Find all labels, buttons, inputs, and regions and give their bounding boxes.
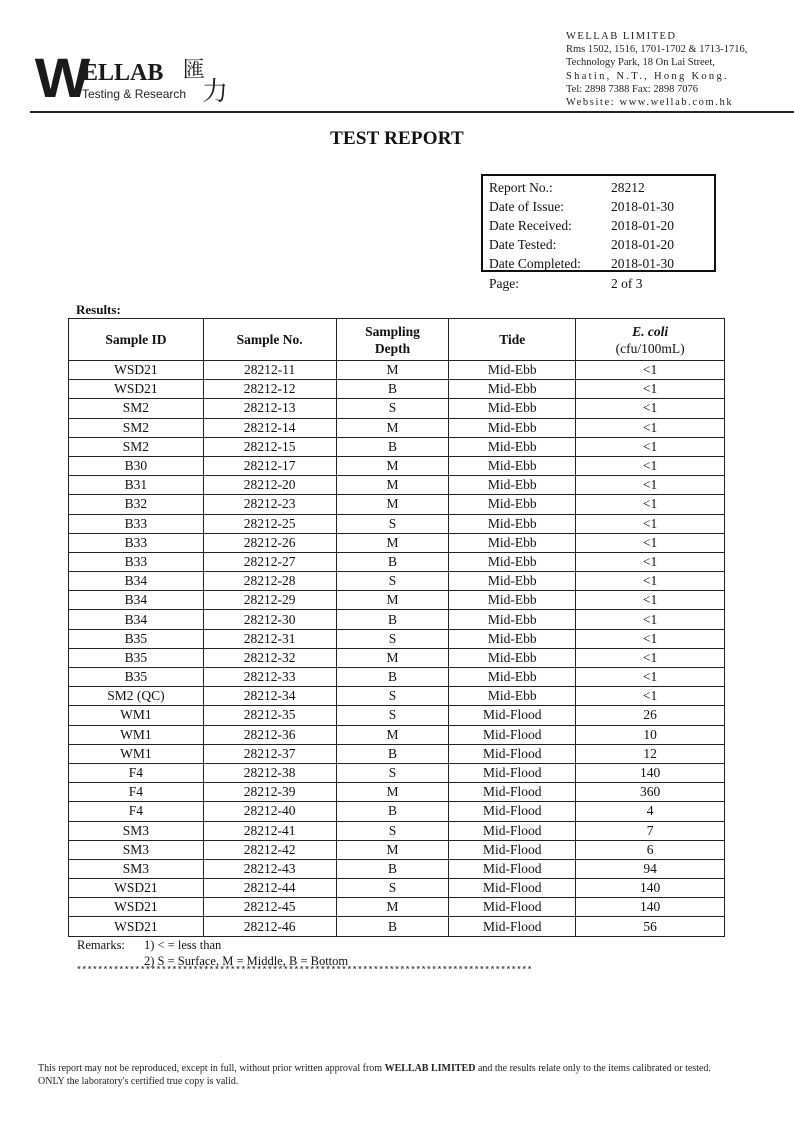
- cell-sample-id: WSD21: [69, 361, 204, 380]
- col-header-tide: Tide: [449, 319, 576, 361]
- cell-sample-no: 28212-29: [203, 591, 336, 610]
- cell-depth: M: [336, 533, 449, 552]
- cell-tide: Mid-Ebb: [449, 572, 576, 591]
- cell-depth: B: [336, 552, 449, 571]
- footer-text: and the results relate only to the items calibrated or tested.: [475, 1063, 711, 1074]
- cell-sample-no: 28212-12: [203, 380, 336, 399]
- cell-tide: Mid-Ebb: [449, 399, 576, 418]
- page-title: TEST REPORT: [330, 128, 464, 149]
- cell-depth: S: [336, 572, 449, 591]
- cell-sample-id: B34: [69, 572, 204, 591]
- info-row-report-no: [489, 178, 714, 197]
- cell-sample-id: SM3: [69, 821, 204, 840]
- table-row: [69, 763, 725, 782]
- cell-sample-no: 28212-42: [203, 840, 336, 859]
- cell-ecoli: 140: [576, 763, 725, 782]
- table-row: [69, 418, 725, 437]
- cell-sample-id: WM1: [69, 706, 204, 725]
- cell-ecoli: 6: [576, 840, 725, 859]
- cell-sample-id: SM2: [69, 437, 204, 456]
- cell-sample-no: 28212-45: [203, 898, 336, 917]
- cell-sample-no: 28212-13: [203, 399, 336, 418]
- table-row: [69, 380, 725, 399]
- cell-sample-no: 28212-46: [203, 917, 336, 936]
- footer-company: WELLAB LIMITED: [384, 1063, 476, 1074]
- results-heading: Results:: [76, 302, 121, 317]
- cell-tide: Mid-Flood: [449, 763, 576, 782]
- cell-tide: Mid-Flood: [449, 802, 576, 821]
- cell-sample-no: 28212-15: [203, 437, 336, 456]
- wellab-logo: [34, 46, 229, 109]
- table-row: [69, 668, 725, 687]
- cell-sample-id: SM2: [69, 418, 204, 437]
- cell-depth: S: [336, 399, 449, 418]
- page-label: Page:: [489, 276, 519, 291]
- table-row: [69, 399, 725, 418]
- cell-ecoli: <1: [576, 456, 725, 475]
- col-header-sampling-depth: [336, 319, 449, 361]
- table-row: [69, 840, 725, 859]
- table-row: [69, 437, 725, 456]
- cell-sample-no: 28212-44: [203, 879, 336, 898]
- cell-depth: M: [336, 783, 449, 802]
- cell-ecoli: 10: [576, 725, 725, 744]
- cell-depth: M: [336, 591, 449, 610]
- cell-sample-id: B34: [69, 591, 204, 610]
- cell-ecoli: <1: [576, 514, 725, 533]
- info-label: Date of Issue:: [489, 199, 564, 214]
- cell-sample-id: B35: [69, 668, 204, 687]
- cell-depth: B: [336, 437, 449, 456]
- cell-sample-id: WM1: [69, 725, 204, 744]
- table-row: [69, 495, 725, 514]
- info-label: Date Completed:: [489, 256, 581, 271]
- info-value: 28212: [611, 180, 645, 195]
- info-row-date-received: [489, 216, 714, 235]
- cell-depth: S: [336, 821, 449, 840]
- cell-ecoli: <1: [576, 476, 725, 495]
- cell-tide: Mid-Ebb: [449, 418, 576, 437]
- cell-tide: Mid-Flood: [449, 744, 576, 763]
- cell-depth: M: [336, 361, 449, 380]
- info-label: Date Received:: [489, 218, 572, 233]
- cell-tide: Mid-Ebb: [449, 495, 576, 514]
- footer-disclaimer: [38, 1062, 778, 1088]
- cell-tide: Mid-Flood: [449, 859, 576, 878]
- cell-tide: Mid-Flood: [449, 706, 576, 725]
- cell-depth: B: [336, 380, 449, 399]
- cell-depth: M: [336, 495, 449, 514]
- info-value: 2018-01-30: [611, 199, 674, 214]
- table-row: [69, 725, 725, 744]
- footer-line-2: ONLY the laboratory's certified true copy is valid.: [38, 1076, 239, 1087]
- cell-sample-id: WSD21: [69, 898, 204, 917]
- table-row: [69, 514, 725, 533]
- cell-depth: S: [336, 879, 449, 898]
- cell-ecoli: <1: [576, 668, 725, 687]
- report-info-box: [481, 174, 716, 272]
- ecoli-unit: (cfu/100mL): [615, 340, 685, 356]
- end-separator: **************************************************************************************: [76, 966, 532, 977]
- col-header-sample-no: Sample No.: [203, 319, 336, 361]
- table-row: [69, 572, 725, 591]
- cell-ecoli: 12: [576, 744, 725, 763]
- cell-depth: M: [336, 648, 449, 667]
- company-name: WELLAB LIMITED: [566, 31, 677, 42]
- results-table: [68, 318, 725, 937]
- cell-ecoli: 56: [576, 917, 725, 936]
- cell-tide: Mid-Flood: [449, 879, 576, 898]
- address-line-2: Technology Park, 18 On Lai Street,: [566, 57, 715, 69]
- cell-depth: M: [336, 840, 449, 859]
- cell-sample-no: 28212-20: [203, 476, 336, 495]
- logo-cjk-bottom: 力: [202, 77, 229, 106]
- cell-sample-no: 28212-38: [203, 763, 336, 782]
- cell-depth: S: [336, 687, 449, 706]
- cell-sample-id: SM3: [69, 859, 204, 878]
- cell-sample-id: B32: [69, 495, 204, 514]
- cell-depth: B: [336, 744, 449, 763]
- cell-depth: M: [336, 725, 449, 744]
- cell-depth: B: [336, 610, 449, 629]
- cell-sample-id: SM2: [69, 399, 204, 418]
- cell-tide: Mid-Ebb: [449, 437, 576, 456]
- cell-ecoli: <1: [576, 552, 725, 571]
- cell-sample-id: WSD21: [69, 380, 204, 399]
- address-line-3: Shatin, N.T., Hong Kong.: [566, 70, 729, 82]
- table-row: [69, 783, 725, 802]
- website: Website: www.wellab.com.hk: [566, 97, 734, 109]
- cell-sample-no: 28212-31: [203, 629, 336, 648]
- table-row: [69, 591, 725, 610]
- cell-sample-no: 28212-35: [203, 706, 336, 725]
- logo-tagline: Testing & Research: [82, 87, 187, 101]
- cell-tide: Mid-Ebb: [449, 380, 576, 399]
- cell-sample-no: 28212-40: [203, 802, 336, 821]
- cell-tide: Mid-Flood: [449, 898, 576, 917]
- table-row: [69, 744, 725, 763]
- cell-sample-no: 28212-11: [203, 361, 336, 380]
- cell-sample-id: B31: [69, 476, 204, 495]
- cell-sample-no: 28212-30: [203, 610, 336, 629]
- cell-sample-id: B33: [69, 514, 204, 533]
- logo-wordmark: ELLAB: [82, 60, 164, 86]
- cell-sample-no: 28212-32: [203, 648, 336, 667]
- info-value: 2018-01-20: [611, 218, 674, 233]
- cell-tide: Mid-Ebb: [449, 533, 576, 552]
- cell-sample-id: F4: [69, 783, 204, 802]
- cell-sample-no: 28212-34: [203, 687, 336, 706]
- info-label: Date Tested:: [489, 237, 557, 252]
- table-row: [69, 533, 725, 552]
- table-row: [69, 802, 725, 821]
- cell-ecoli: <1: [576, 361, 725, 380]
- cell-depth: B: [336, 859, 449, 878]
- cell-depth: B: [336, 668, 449, 687]
- cell-sample-no: 28212-43: [203, 859, 336, 878]
- cell-tide: Mid-Flood: [449, 783, 576, 802]
- table-row: [69, 648, 725, 667]
- cell-tide: Mid-Ebb: [449, 591, 576, 610]
- cell-ecoli: 7: [576, 821, 725, 840]
- logo-mark: W: [34, 46, 87, 109]
- cell-sample-id: F4: [69, 763, 204, 782]
- cell-sample-id: SM3: [69, 840, 204, 859]
- cell-ecoli: <1: [576, 418, 725, 437]
- table-row: [69, 706, 725, 725]
- table-row: [69, 629, 725, 648]
- cell-sample-no: 28212-37: [203, 744, 336, 763]
- cell-sample-no: 28212-23: [203, 495, 336, 514]
- cell-tide: Mid-Ebb: [449, 476, 576, 495]
- depth-header-line2: Depth: [374, 340, 411, 356]
- cell-ecoli: 4: [576, 802, 725, 821]
- table-row: [69, 552, 725, 571]
- table-row: [69, 687, 725, 706]
- cell-tide: Mid-Ebb: [449, 668, 576, 687]
- cell-tide: Mid-Ebb: [449, 552, 576, 571]
- remark-item: 2) S = Surface, M = Middle, B = Bottom: [144, 954, 349, 968]
- cell-depth: S: [336, 763, 449, 782]
- remark-item: 1) < = less than: [144, 938, 222, 952]
- cell-sample-id: B35: [69, 629, 204, 648]
- table-row: [69, 917, 725, 936]
- cell-tide: Mid-Flood: [449, 840, 576, 859]
- info-value: 2018-01-20: [611, 237, 674, 252]
- table-row: [69, 456, 725, 475]
- cell-sample-id: B34: [69, 610, 204, 629]
- cell-depth: B: [336, 917, 449, 936]
- cell-sample-no: 28212-28: [203, 572, 336, 591]
- col-header-sample-id: Sample ID: [69, 319, 204, 361]
- cell-sample-id: B33: [69, 533, 204, 552]
- cell-sample-no: 28212-26: [203, 533, 336, 552]
- cell-sample-id: WSD21: [69, 917, 204, 936]
- table-row: [69, 898, 725, 917]
- info-row-date-tested: [489, 235, 714, 254]
- cell-tide: Mid-Ebb: [449, 629, 576, 648]
- cell-tide: Mid-Ebb: [449, 361, 576, 380]
- cell-tide: Mid-Flood: [449, 725, 576, 744]
- cell-tide: Mid-Ebb: [449, 687, 576, 706]
- cell-sample-id: SM2 (QC): [69, 687, 204, 706]
- cell-ecoli: <1: [576, 687, 725, 706]
- cell-ecoli: <1: [576, 399, 725, 418]
- cell-ecoli: <1: [576, 648, 725, 667]
- cell-sample-no: 28212-33: [203, 668, 336, 687]
- cell-depth: S: [336, 514, 449, 533]
- cell-ecoli: <1: [576, 610, 725, 629]
- cell-tide: Mid-Ebb: [449, 610, 576, 629]
- logo-cjk-top: 匯: [183, 57, 206, 82]
- info-label: Report No.:: [489, 180, 553, 195]
- cell-tide: Mid-Flood: [449, 917, 576, 936]
- cell-sample-id: B33: [69, 552, 204, 571]
- cell-depth: S: [336, 706, 449, 725]
- cell-sample-no: 28212-36: [203, 725, 336, 744]
- cell-depth: M: [336, 418, 449, 437]
- cell-ecoli: <1: [576, 437, 725, 456]
- cell-ecoli: 140: [576, 879, 725, 898]
- table-row: [69, 859, 725, 878]
- ecoli-header: E. coli: [632, 323, 669, 339]
- col-header-ecoli: [576, 319, 725, 361]
- table-row: [69, 361, 725, 380]
- cell-tide: Mid-Ebb: [449, 648, 576, 667]
- cell-ecoli: <1: [576, 495, 725, 514]
- cell-ecoli: <1: [576, 380, 725, 399]
- cell-tide: Mid-Ebb: [449, 456, 576, 475]
- depth-header-line1: Sampling: [365, 323, 420, 339]
- info-value: 2018-01-30: [611, 256, 674, 271]
- table-header-row: [69, 319, 725, 361]
- table-row: [69, 476, 725, 495]
- cell-ecoli: <1: [576, 572, 725, 591]
- cell-ecoli: <1: [576, 591, 725, 610]
- table-row: [69, 610, 725, 629]
- remarks-label: Remarks:: [77, 938, 125, 952]
- table-row: [69, 821, 725, 840]
- cell-sample-id: WM1: [69, 744, 204, 763]
- cell-sample-id: WSD21: [69, 879, 204, 898]
- page-indicator: [489, 274, 643, 293]
- cell-depth: M: [336, 898, 449, 917]
- cell-ecoli: 360: [576, 783, 725, 802]
- cell-sample-no: 28212-27: [203, 552, 336, 571]
- company-address-block: [566, 30, 766, 109]
- table-row: [69, 879, 725, 898]
- cell-tide: Mid-Ebb: [449, 514, 576, 533]
- cell-ecoli: 140: [576, 898, 725, 917]
- cell-sample-id: B30: [69, 456, 204, 475]
- cell-sample-no: 28212-17: [203, 456, 336, 475]
- cell-depth: S: [336, 629, 449, 648]
- results-body: [69, 361, 725, 937]
- cell-sample-no: 28212-14: [203, 418, 336, 437]
- cell-depth: M: [336, 456, 449, 475]
- cell-ecoli: 94: [576, 859, 725, 878]
- remarks: [77, 937, 348, 969]
- page-value: 2 of 3: [611, 276, 643, 291]
- cell-ecoli: <1: [576, 533, 725, 552]
- cell-tide: Mid-Flood: [449, 821, 576, 840]
- cell-ecoli: 26: [576, 706, 725, 725]
- cell-sample-no: 28212-41: [203, 821, 336, 840]
- cell-depth: B: [336, 802, 449, 821]
- header-divider: [30, 111, 794, 113]
- info-row-date-completed: [489, 254, 714, 273]
- cell-sample-no: 28212-25: [203, 514, 336, 533]
- cell-ecoli: <1: [576, 629, 725, 648]
- info-row-date-of-issue: [489, 197, 714, 216]
- footer-text: This report may not be reproduced, except in full, without prior written approval from: [38, 1063, 385, 1074]
- cell-sample-id: B35: [69, 648, 204, 667]
- address-line-1: Rms 1502, 1516, 1701-1702 & 1713-1716,: [566, 44, 748, 56]
- phone-fax: Tel: 2898 7388 Fax: 2898 7076: [566, 83, 698, 95]
- cell-sample-no: 28212-39: [203, 783, 336, 802]
- cell-depth: M: [336, 476, 449, 495]
- cell-sample-id: F4: [69, 802, 204, 821]
